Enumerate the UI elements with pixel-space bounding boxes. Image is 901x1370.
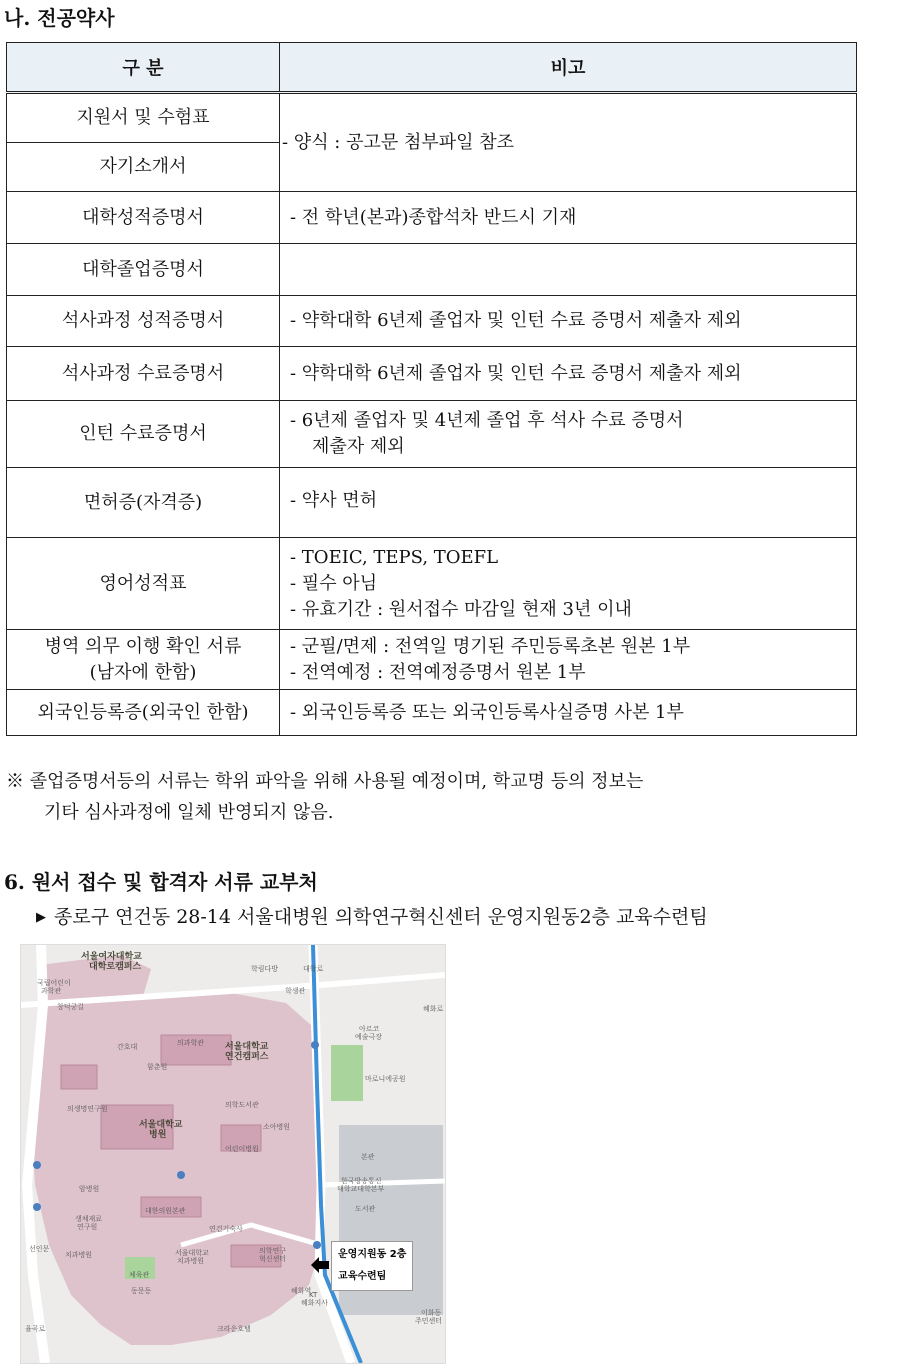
remark-line: - 양식 : 공고문 첨부파일 참조 xyxy=(282,131,515,153)
map-label: 국립어린이 xyxy=(37,979,71,987)
bus-stop-icon xyxy=(33,1203,41,1211)
remark-cell xyxy=(280,690,857,736)
remark-line: - 전 학년(본과)종합석차 반드시 기재 xyxy=(290,206,577,228)
map-label: 서울대학교 xyxy=(139,1120,183,1130)
map-label: 학림다방 xyxy=(251,965,279,973)
remark-cell xyxy=(280,630,857,690)
map-label: 혜화로 xyxy=(423,1005,444,1013)
row-label: 지원서 및 수험표 xyxy=(7,93,280,143)
address-line xyxy=(36,902,708,929)
section6-title: 6. 원서 접수 및 합격자 서류 교부처 xyxy=(4,870,318,894)
triangle-bullet-icon: ▶ xyxy=(36,910,46,925)
table-header-row xyxy=(7,43,857,93)
remark-cell xyxy=(280,468,857,538)
bus-stop-icon xyxy=(177,1171,185,1179)
map-label: 간호대 xyxy=(117,1043,138,1051)
remark-cell xyxy=(280,538,857,630)
map-label: 마로니에공원 xyxy=(365,1075,406,1083)
remark-line: - 약학대학 6년제 졸업자 및 인턴 수료 증명서 제출자 제외 xyxy=(290,310,742,331)
notice-note xyxy=(6,766,643,828)
section-title: 나. 전공약사 xyxy=(4,6,115,30)
map-label: 병원 xyxy=(149,1130,167,1140)
map-label: 의생명연구원 xyxy=(67,1105,108,1113)
row-label: 영어성적표 xyxy=(7,538,280,630)
map-label: 동문동 xyxy=(131,1287,152,1295)
map-label: 본관 xyxy=(361,1153,375,1161)
map-label: 학생관 xyxy=(285,987,306,995)
map-label: 혜화지사 xyxy=(301,1299,329,1307)
map-label: 예술극장 xyxy=(355,1033,383,1041)
map-label: 대학로캠퍼스 xyxy=(89,962,142,972)
map-label: 대학교대학본부 xyxy=(337,1185,385,1193)
map-label: 치과병원 xyxy=(177,1257,205,1265)
table-row xyxy=(7,244,857,296)
row-label: 석사과정 수료증명서 xyxy=(7,347,280,401)
map-label: 선인문 xyxy=(29,1245,50,1253)
map-label: 연건캠퍼스 xyxy=(225,1052,269,1062)
row-label-line: 병역 의무 이행 확인 서류 xyxy=(44,635,242,657)
map-label: 어린이병원 xyxy=(225,1145,259,1153)
row-label: 대학성적증명서 xyxy=(7,192,280,244)
remark-line: - 6년제 졸업자 및 4년제 졸업 후 석사 수료 증명서 xyxy=(290,410,684,431)
map-label: 서울대학교 xyxy=(225,1042,269,1052)
map-label: 혁신센터 xyxy=(259,1255,287,1263)
remark-line: - 유효기간 : 원서접수 마감일 현재 3년 이내 xyxy=(290,598,632,620)
note-line-2: 기타 심사과정에 일체 반영되지 않음. xyxy=(44,802,334,823)
remark-line: - 약사 면허 xyxy=(290,489,378,511)
table-row xyxy=(7,192,857,244)
remark-line: 제출자 제외 xyxy=(312,436,405,457)
remark-line: - 약학대학 6년제 졸업자 및 인턴 수료 증명서 제출자 제외 xyxy=(290,362,742,384)
remark-cell xyxy=(280,401,857,468)
row-label xyxy=(7,630,280,690)
row-label-line: (남자에 한함) xyxy=(89,661,197,683)
map-label: 연건기숙사 xyxy=(209,1225,243,1233)
remark-cell xyxy=(280,244,857,296)
map-label: 의학도서관 xyxy=(225,1101,259,1109)
table-row xyxy=(7,401,857,468)
callout-line-2: 교육수련팀 xyxy=(338,1271,387,1282)
map-label: 소아병원 xyxy=(263,1123,291,1131)
remark-cell xyxy=(280,296,857,347)
map-label: 서울여자대학교 xyxy=(81,952,142,962)
map-label: 율곡로 xyxy=(25,1325,46,1333)
table-row xyxy=(7,538,857,630)
map-label: 혜화역 xyxy=(291,1287,312,1295)
merged-remark-cell xyxy=(280,93,857,192)
location-callout xyxy=(331,1241,413,1291)
map-label: 대한의원본관 xyxy=(145,1207,186,1215)
table-row xyxy=(7,347,857,401)
map-label: 아르코 xyxy=(359,1025,380,1033)
remark-line: - 군필/면제 : 전역일 명기된 주민등록초본 원본 1부 xyxy=(290,635,691,657)
map-label: 생체재료 xyxy=(75,1215,103,1223)
table-row xyxy=(7,690,857,736)
header-category: 구 분 xyxy=(7,43,280,93)
remark-line: - 필수 아님 xyxy=(290,572,378,594)
remark-line: - 전역예정 : 전역예정증명서 원본 1부 xyxy=(290,661,586,683)
map-label: 주민센터 xyxy=(415,1317,443,1325)
map-label: 대학로 xyxy=(303,965,324,973)
row-label: 면허증(자격증) xyxy=(7,468,280,538)
map-label: 암병원 xyxy=(79,1185,100,1193)
map-label: 연구원 xyxy=(77,1223,98,1231)
map-label: 치과병원 xyxy=(65,1251,93,1259)
remark-cell xyxy=(280,347,857,401)
location-map xyxy=(20,944,446,1364)
header-remarks: 비고 xyxy=(280,43,857,93)
table-row xyxy=(7,296,857,347)
note-line-1: ※ 졸업증명서등의 서류는 학위 파악을 위해 사용될 예정이며, 학교명 등의 정보는 xyxy=(6,771,644,792)
map-label: 함춘원 xyxy=(147,1063,168,1071)
map-graphic xyxy=(21,945,445,1363)
map-label: 체육관 xyxy=(129,1271,150,1279)
table-row xyxy=(7,93,857,143)
park-area xyxy=(331,1045,363,1101)
map-label: 도서관 xyxy=(355,1205,376,1213)
map-label: 창덕궁길 xyxy=(57,1003,85,1011)
campus-building xyxy=(61,1065,97,1089)
map-label: 크라운호텔 xyxy=(217,1325,251,1333)
remark-line: - TOEIC, TEPS, TOEFL xyxy=(290,546,499,568)
map-label: 한국방송통신 xyxy=(341,1177,382,1185)
row-label: 인턴 수료증명서 xyxy=(7,401,280,468)
required-documents-table xyxy=(6,42,857,736)
table-row xyxy=(7,468,857,538)
map-label: 의학연구 xyxy=(259,1247,287,1255)
row-label: 석사과정 성적증명서 xyxy=(7,296,280,347)
bus-stop-icon xyxy=(33,1161,41,1169)
row-label: 자기소개서 xyxy=(7,143,280,192)
remark-line: - 외국인등록증 또는 외국인등록사실증명 사본 1부 xyxy=(290,701,684,723)
address-text: 종로구 연건동 28-14 서울대병원 의학연구혁신센터 운영지원동2층 교육수련팀 xyxy=(54,906,708,928)
remark-cell xyxy=(280,192,857,244)
map-label: 과학관 xyxy=(41,987,62,995)
map-label: 의과학관 xyxy=(177,1039,205,1047)
bus-stop-icon xyxy=(313,1241,321,1249)
table-row xyxy=(7,630,857,690)
map-label: 서울대학교 xyxy=(175,1249,209,1257)
row-label: 대학졸업증명서 xyxy=(7,244,280,296)
map-label: KT xyxy=(309,1291,318,1299)
row-label: 외국인등록증(외국인 한함) xyxy=(7,690,280,736)
callout-line-1: 운영지원동 2층 xyxy=(338,1249,407,1260)
map-label: 이화동 xyxy=(421,1309,442,1317)
bus-stop-icon xyxy=(311,1041,319,1049)
